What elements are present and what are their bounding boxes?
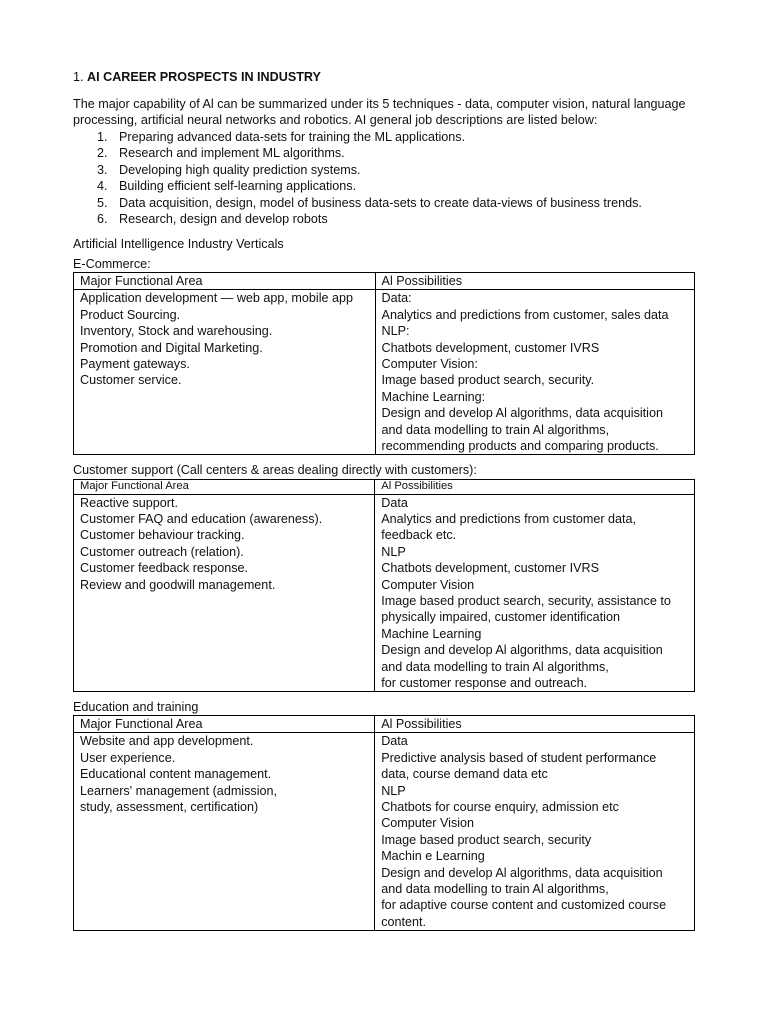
- cell-line: Analytics and predictions from customer data,: [381, 511, 637, 526]
- list-item: [73, 195, 642, 211]
- cell-line: Chatbots development, customer IVRS: [381, 561, 599, 576]
- cell-line: Promotion and Digital Marketing.: [80, 340, 263, 355]
- cell-line: Review and goodwill management.: [80, 577, 276, 592]
- cell-line: feedback etc.: [381, 528, 457, 543]
- cell-line: Predictive analysis based of student performance: [381, 750, 657, 765]
- cell-line: Design and develop Al algorithms, data acquisition: [381, 865, 663, 880]
- col-header-ai-possibilities: Al Possibilities: [375, 480, 695, 495]
- ai-possibilities-cell: [375, 733, 695, 931]
- cell-line: Image based product search, security: [381, 832, 592, 847]
- customer-support-title: Customer support (Call centers & areas dealing directly with customers):: [73, 463, 477, 477]
- cell-line: NLP:: [381, 324, 410, 339]
- cell-line: Customer behaviour tracking.: [80, 528, 245, 543]
- cell-line: Machine Learning:: [381, 389, 486, 404]
- list-item: [73, 145, 642, 161]
- list-item: [73, 178, 642, 194]
- functional-areas-cell: [74, 733, 375, 931]
- customer-support-table: [73, 479, 695, 692]
- list-item: [73, 129, 642, 145]
- cell-line: content.: [381, 914, 426, 929]
- cell-line: NLP: [381, 544, 406, 559]
- functional-areas-cell: [74, 494, 375, 692]
- education-table: [73, 715, 695, 931]
- cell-line: Chatbots for course enquiry, admission etc: [381, 800, 619, 815]
- cell-line: Website and app development.: [80, 734, 254, 749]
- list-item-text: Research and implement ML algorithms.: [119, 146, 345, 161]
- col-header-ai-possibilities: Al Possibilities: [375, 716, 695, 733]
- table-row: [74, 494, 695, 692]
- cell-line: Image based product search, security.: [381, 373, 595, 388]
- list-item: [73, 211, 642, 227]
- ecommerce-title: E-Commerce:: [73, 257, 151, 271]
- cell-line: data, course demand data etc: [381, 767, 548, 782]
- table-header-row: [74, 716, 695, 733]
- cell-line: and data modelling to train Al algorithms,: [381, 422, 610, 437]
- list-item-number: 6.: [97, 211, 108, 226]
- list-item-number: 5.: [97, 195, 108, 210]
- col-header-functional-area: Major Functional Area: [74, 716, 375, 733]
- list-item: [73, 162, 642, 178]
- col-header-functional-area: Major Functional Area: [74, 480, 375, 495]
- cell-line: NLP: [381, 783, 406, 798]
- cell-line: Learners' management (admission,: [80, 783, 278, 798]
- cell-line: Image based product search, security, assistance to: [381, 593, 671, 608]
- col-header-functional-area: Major Functional Area: [74, 273, 376, 290]
- list-item-number: 2.: [97, 146, 108, 161]
- cell-line: Computer Vision: [381, 816, 475, 831]
- cell-line: and data modelling to train Al algorithms,: [381, 659, 609, 674]
- cell-line: Customer service.: [80, 373, 182, 388]
- list-item-text: Developing high quality prediction systems.: [119, 162, 361, 177]
- cell-line: Analytics and predictions from customer, sales data: [381, 307, 669, 322]
- cell-line: Educational content management.: [80, 767, 272, 782]
- list-item-text: Research, design and develop robots: [119, 211, 328, 226]
- list-item-number: 4.: [97, 179, 108, 194]
- cell-line: physically impaired, customer identification: [381, 610, 620, 625]
- list-item-number: 3.: [97, 162, 108, 177]
- ai-possibilities-cell: [375, 290, 694, 455]
- cell-line: recommending products and comparing products.: [381, 439, 659, 454]
- cell-line: Customer FAQ and education (awareness).: [80, 511, 323, 526]
- cell-line: Computer Vision: [381, 577, 475, 592]
- heading-title: AI CAREER PROSPECTS IN INDUSTRY: [87, 70, 321, 84]
- education-title: Education and training: [73, 700, 199, 714]
- cell-line: Chatbots development, customer IVRS: [381, 340, 600, 355]
- cell-line: Payment gateways.: [80, 357, 190, 372]
- table-header-row: [74, 273, 695, 290]
- cell-line: Reactive support.: [80, 495, 179, 510]
- cell-line: Data:: [381, 291, 412, 306]
- cell-line: Computer Vision:: [381, 357, 478, 372]
- cell-line: and data modelling to train Al algorithms,: [381, 882, 609, 897]
- cell-line: Data: [381, 734, 408, 749]
- table-row: [74, 290, 695, 455]
- col-header-ai-possibilities: Al Possibilities: [375, 273, 694, 290]
- cell-line: study, assessment, certification): [80, 800, 259, 815]
- intro-paragraph: The major capability of Al can be summarized under its 5 techniques - data, computer vision, natural language processing, artificial neural networks and robotics. AI general job descriptions are listed below:: [73, 97, 686, 128]
- cell-line: Design and develop Al algorithms, data acquisition: [381, 406, 663, 421]
- cell-line: Application development — web app, mobile app: [80, 291, 354, 306]
- list-item-number: 1.: [97, 130, 108, 144]
- section-heading: [73, 69, 321, 85]
- ecommerce-table: [73, 272, 695, 455]
- ai-possibilities-cell: [375, 494, 695, 692]
- cell-line: Customer feedback response.: [80, 561, 249, 576]
- list-item-text: Building efficient self-learning applications.: [119, 179, 357, 194]
- cell-line: User experience.: [80, 750, 176, 765]
- table-header-row: [74, 480, 695, 495]
- list-item-text: Data acquisition, design, model of business data-sets to create data-views of business trends.: [119, 195, 642, 210]
- list-item-text: Preparing advanced data-sets for training the ML applications.: [119, 130, 466, 144]
- cell-line: Inventory, Stock and warehousing.: [80, 324, 273, 339]
- cell-line: for customer response and outreach.: [381, 675, 588, 690]
- table-row: [74, 733, 695, 931]
- job-descriptions-list: [73, 129, 642, 227]
- cell-line: Data: [381, 495, 408, 510]
- cell-line: Design and develop Al algorithms, data acquisition: [381, 643, 663, 658]
- cell-line: for adaptive course content and customized course: [381, 898, 667, 913]
- cell-line: Product Sourcing.: [80, 307, 181, 322]
- functional-areas-cell: [74, 290, 376, 455]
- cell-line: Customer outreach (relation).: [80, 544, 244, 559]
- cell-line: Machine Learning: [381, 626, 482, 641]
- heading-number: 1.: [73, 70, 84, 84]
- verticals-title: Artificial Intelligence Industry Verticals: [73, 237, 284, 251]
- cell-line: Machin e Learning: [381, 849, 485, 864]
